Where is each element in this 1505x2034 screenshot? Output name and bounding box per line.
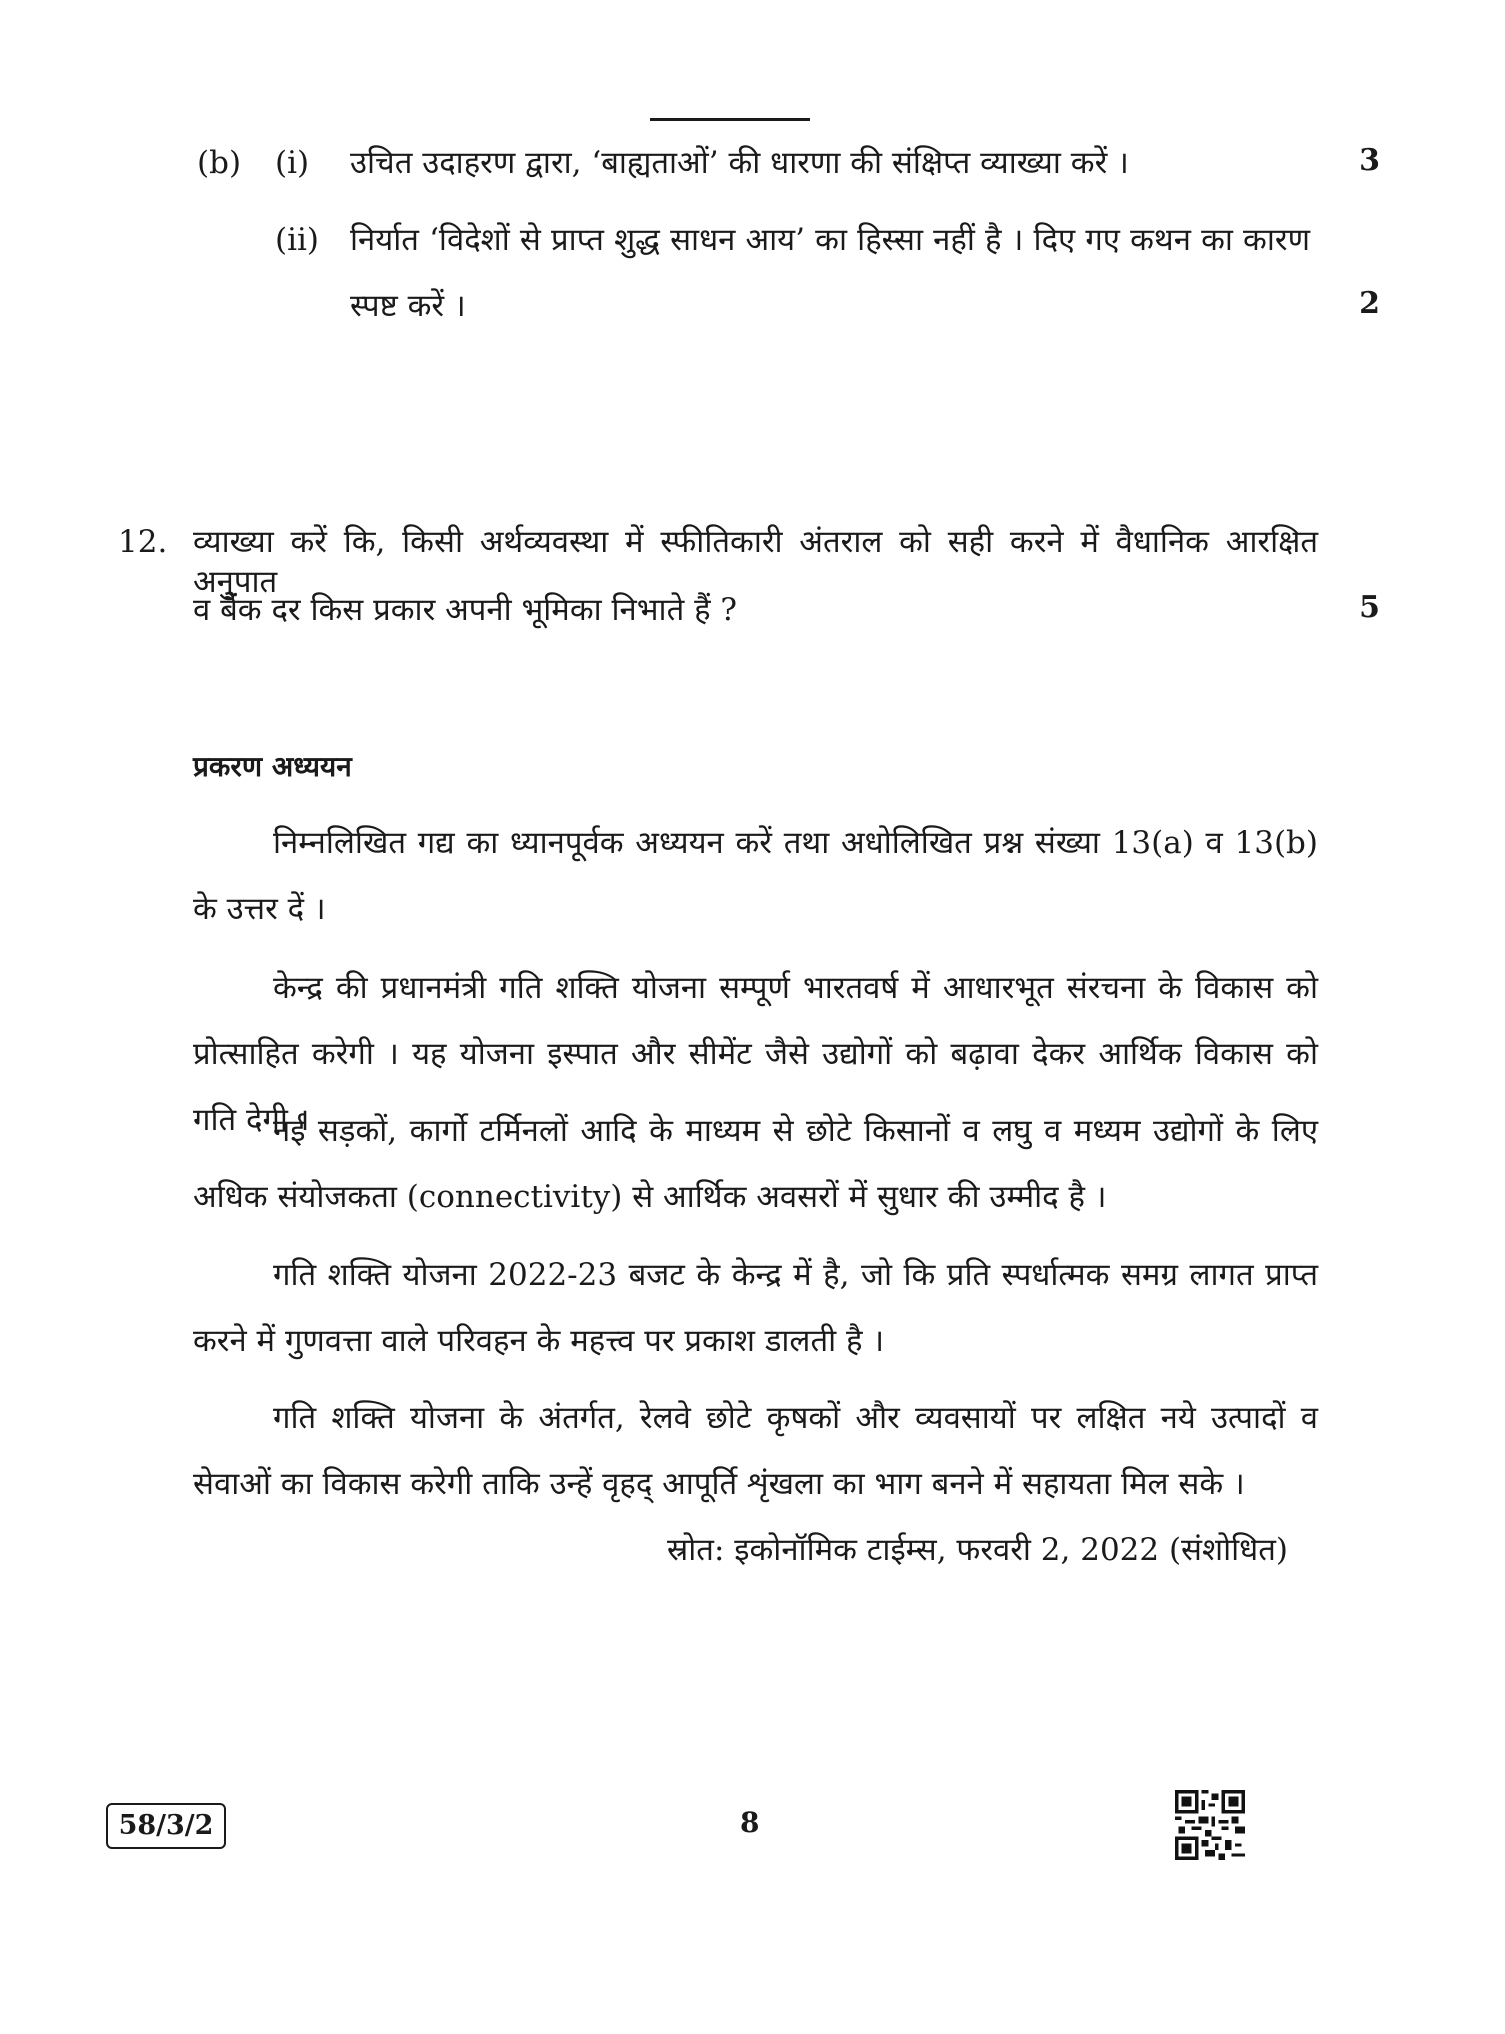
q12-number: 12. — [118, 524, 168, 560]
q12-text-line1: व्याख्या करें कि, किसी अर्थव्यवस्था में स्फीतिकारी अंतराल को सही करने में वैधानिक आरक्षित अनुपात — [193, 524, 1318, 600]
page-number: 8 — [740, 1806, 760, 1839]
q11b-part-label: (b) — [197, 145, 242, 181]
case-study-paragraph-1: केन्द्र की प्रधानमंत्री गति शक्ति योजना सम्पूर्ण भारतवर्ष में आधारभूत संरचना के विकास को प्रोत्साहित करेगी । यह योजना इस्पात और सीमेंट जैसे उद्योगों को बढ़ावा देकर आर्थिक विकास को गति देगी । — [193, 970, 1318, 1138]
case-study-heading: प्रकरण अध्ययन — [193, 750, 352, 783]
q12-text-line2: व बैंक दर किस प्रकार अपनी भूमिका निभाते हैं ? — [193, 592, 738, 628]
q11b-ii-label: (ii) — [275, 222, 320, 258]
case-study-instruction: निम्नलिखित गद्य का ध्यानपूर्वक अध्ययन करें तथा अधोलिखित प्रश्न संख्या 13(a) व 13(b) के उत्तर दें । — [193, 825, 1318, 927]
case-study-paragraph-2: नई सड़कों, कार्गो टर्मिनलों आदि के माध्यम से छोटे किसानों व लघु व मध्यम उद्योगों के लिए अधिक संयोजकता (connectivity) से आर्थिक अवसरों में सुधार की उम्मीद है । — [193, 1113, 1318, 1215]
case-study-paragraph-4: गति शक्ति योजना के अंतर्गत, रेलवे छोटे कृषकों और व्यवसायों पर लक्षित नये उत्पादों व सेवाओं का विकास करेगी ताकि उन्हें वृहद् आपूर्ति शृंखला का भाग बनने में सहायता मिल सके । — [193, 1400, 1318, 1502]
q11b-ii-marks: 2 — [1359, 286, 1380, 321]
q11b-ii-text-line1: निर्यात ‘विदेशों से प्राप्त शुद्ध साधन आय’ का हिस्सा नहीं है । दिए गए कथन का कारण — [350, 222, 1310, 258]
q12-marks: 5 — [1359, 590, 1380, 625]
case-study-source: स्रोत: इकोनॉमिक टाईम्स, फरवरी 2, 2022 (संशोधित) — [667, 1532, 1288, 1568]
paper-code-box: 58/3/2 — [106, 1803, 226, 1849]
case-study-paragraph-3: गति शक्ति योजना 2022-23 बजट के केन्द्र में है, जो कि प्रति स्पर्धात्मक समग्र लागत प्राप्त करने में गुणवत्ता वाले परिवहन के महत्त्व पर प्रकाश डालती है । — [193, 1257, 1318, 1359]
q11b-i-text: उचित उदाहरण द्वारा, ‘बाह्यताओं’ की धारणा की संक्षिप्त व्याख्या करें । — [350, 145, 1129, 181]
q11b-ii-text-line2: स्पष्ट करें । — [350, 288, 466, 324]
q11b-i-label: (i) — [275, 145, 310, 181]
qr-code-icon — [1175, 1790, 1245, 1860]
top-divider — [650, 118, 810, 121]
q11b-i-marks: 3 — [1359, 143, 1380, 178]
